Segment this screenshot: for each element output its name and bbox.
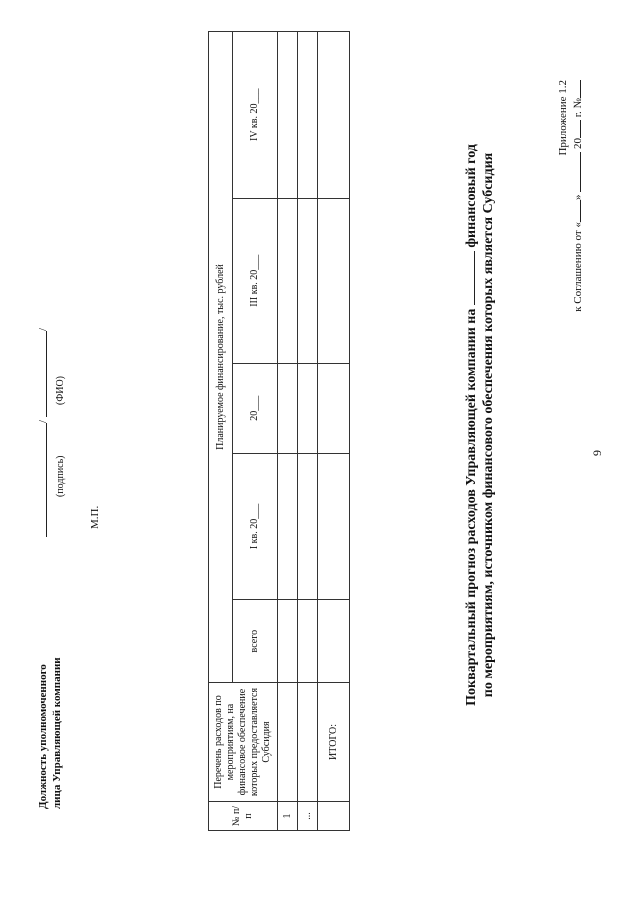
table-header-row — [209, 32, 233, 831]
col-header-q4: IV кв. 20___ — [233, 32, 278, 199]
stamp-place: М.П. — [89, 505, 101, 529]
appendix-note — [556, 80, 585, 312]
table-cell — [298, 198, 318, 363]
col-header-number: № п/п — [209, 802, 278, 831]
signature-separator: / — [37, 419, 49, 423]
name-caption: (ФИО) — [55, 375, 66, 405]
col-header-total: всего — [233, 600, 278, 683]
authorized-position: Должность уполномоченного лица Управляющей компании — [37, 657, 63, 809]
name-line — [46, 331, 47, 417]
col-header-expense-list: Перечень расходов по мероприятиям, на финансовое обеспечение которых предоставляется Субсидия — [209, 683, 278, 802]
row-number: 1 — [278, 802, 298, 831]
table-cell — [298, 32, 318, 199]
row-number: ... — [298, 802, 318, 831]
row-expense-name — [298, 683, 318, 802]
day-blank — [570, 200, 581, 222]
heading-line-1 — [462, 75, 480, 775]
table-cell — [318, 363, 350, 453]
year-blank — [462, 251, 475, 305]
heading-line-1-end: финансовый год — [464, 144, 479, 248]
heading-line-2: по мероприятиям, источником финансового обеспечения которых является Субсидия — [481, 152, 496, 698]
total-label: ИТОГО: — [318, 683, 350, 802]
table-row — [278, 32, 298, 831]
document-heading — [462, 75, 497, 775]
row-expense-name — [278, 683, 298, 802]
number-blank — [570, 80, 581, 98]
year-blank — [570, 120, 581, 138]
table-cell — [318, 600, 350, 683]
signature-caption: (подпись) — [55, 455, 66, 497]
table-cell — [318, 32, 350, 199]
col-header-q2: 20___ — [233, 363, 278, 453]
table-cell — [298, 453, 318, 600]
table-cell — [278, 198, 298, 363]
table-cell — [318, 198, 350, 363]
table-total-row — [318, 32, 350, 831]
table-cell — [318, 453, 350, 600]
signature-line — [46, 423, 47, 537]
table-cell — [278, 600, 298, 683]
appendix-suffix: г. № — [572, 98, 584, 118]
forecast-table — [208, 31, 350, 831]
heading-line-1-start: Поквартальный прогноз расходов Управляющей компании на — [464, 308, 479, 706]
page-number: 9 — [590, 450, 604, 456]
month-blank — [570, 152, 581, 192]
appendix-year: 20 — [572, 138, 584, 150]
appendix-title: Приложение 1.2 — [557, 80, 569, 156]
table-cell — [278, 363, 298, 453]
appendix-prefix: к Соглашению от « — [572, 222, 584, 312]
table-cell — [298, 363, 318, 453]
appendix-agreement-line — [570, 80, 585, 312]
col-header-q3: III кв. 20___ — [233, 198, 278, 363]
name-separator: / — [37, 327, 49, 331]
col-header-q1: I кв. 20___ — [233, 453, 278, 600]
appendix-mid: » — [572, 194, 584, 201]
table-cell — [298, 600, 318, 683]
table-cell — [278, 32, 298, 199]
table-row — [298, 32, 318, 831]
table-cell — [278, 453, 298, 600]
table-cell — [318, 802, 350, 831]
col-header-planned-financing: Планируемое финансирование, тыс. рублей — [209, 32, 233, 683]
